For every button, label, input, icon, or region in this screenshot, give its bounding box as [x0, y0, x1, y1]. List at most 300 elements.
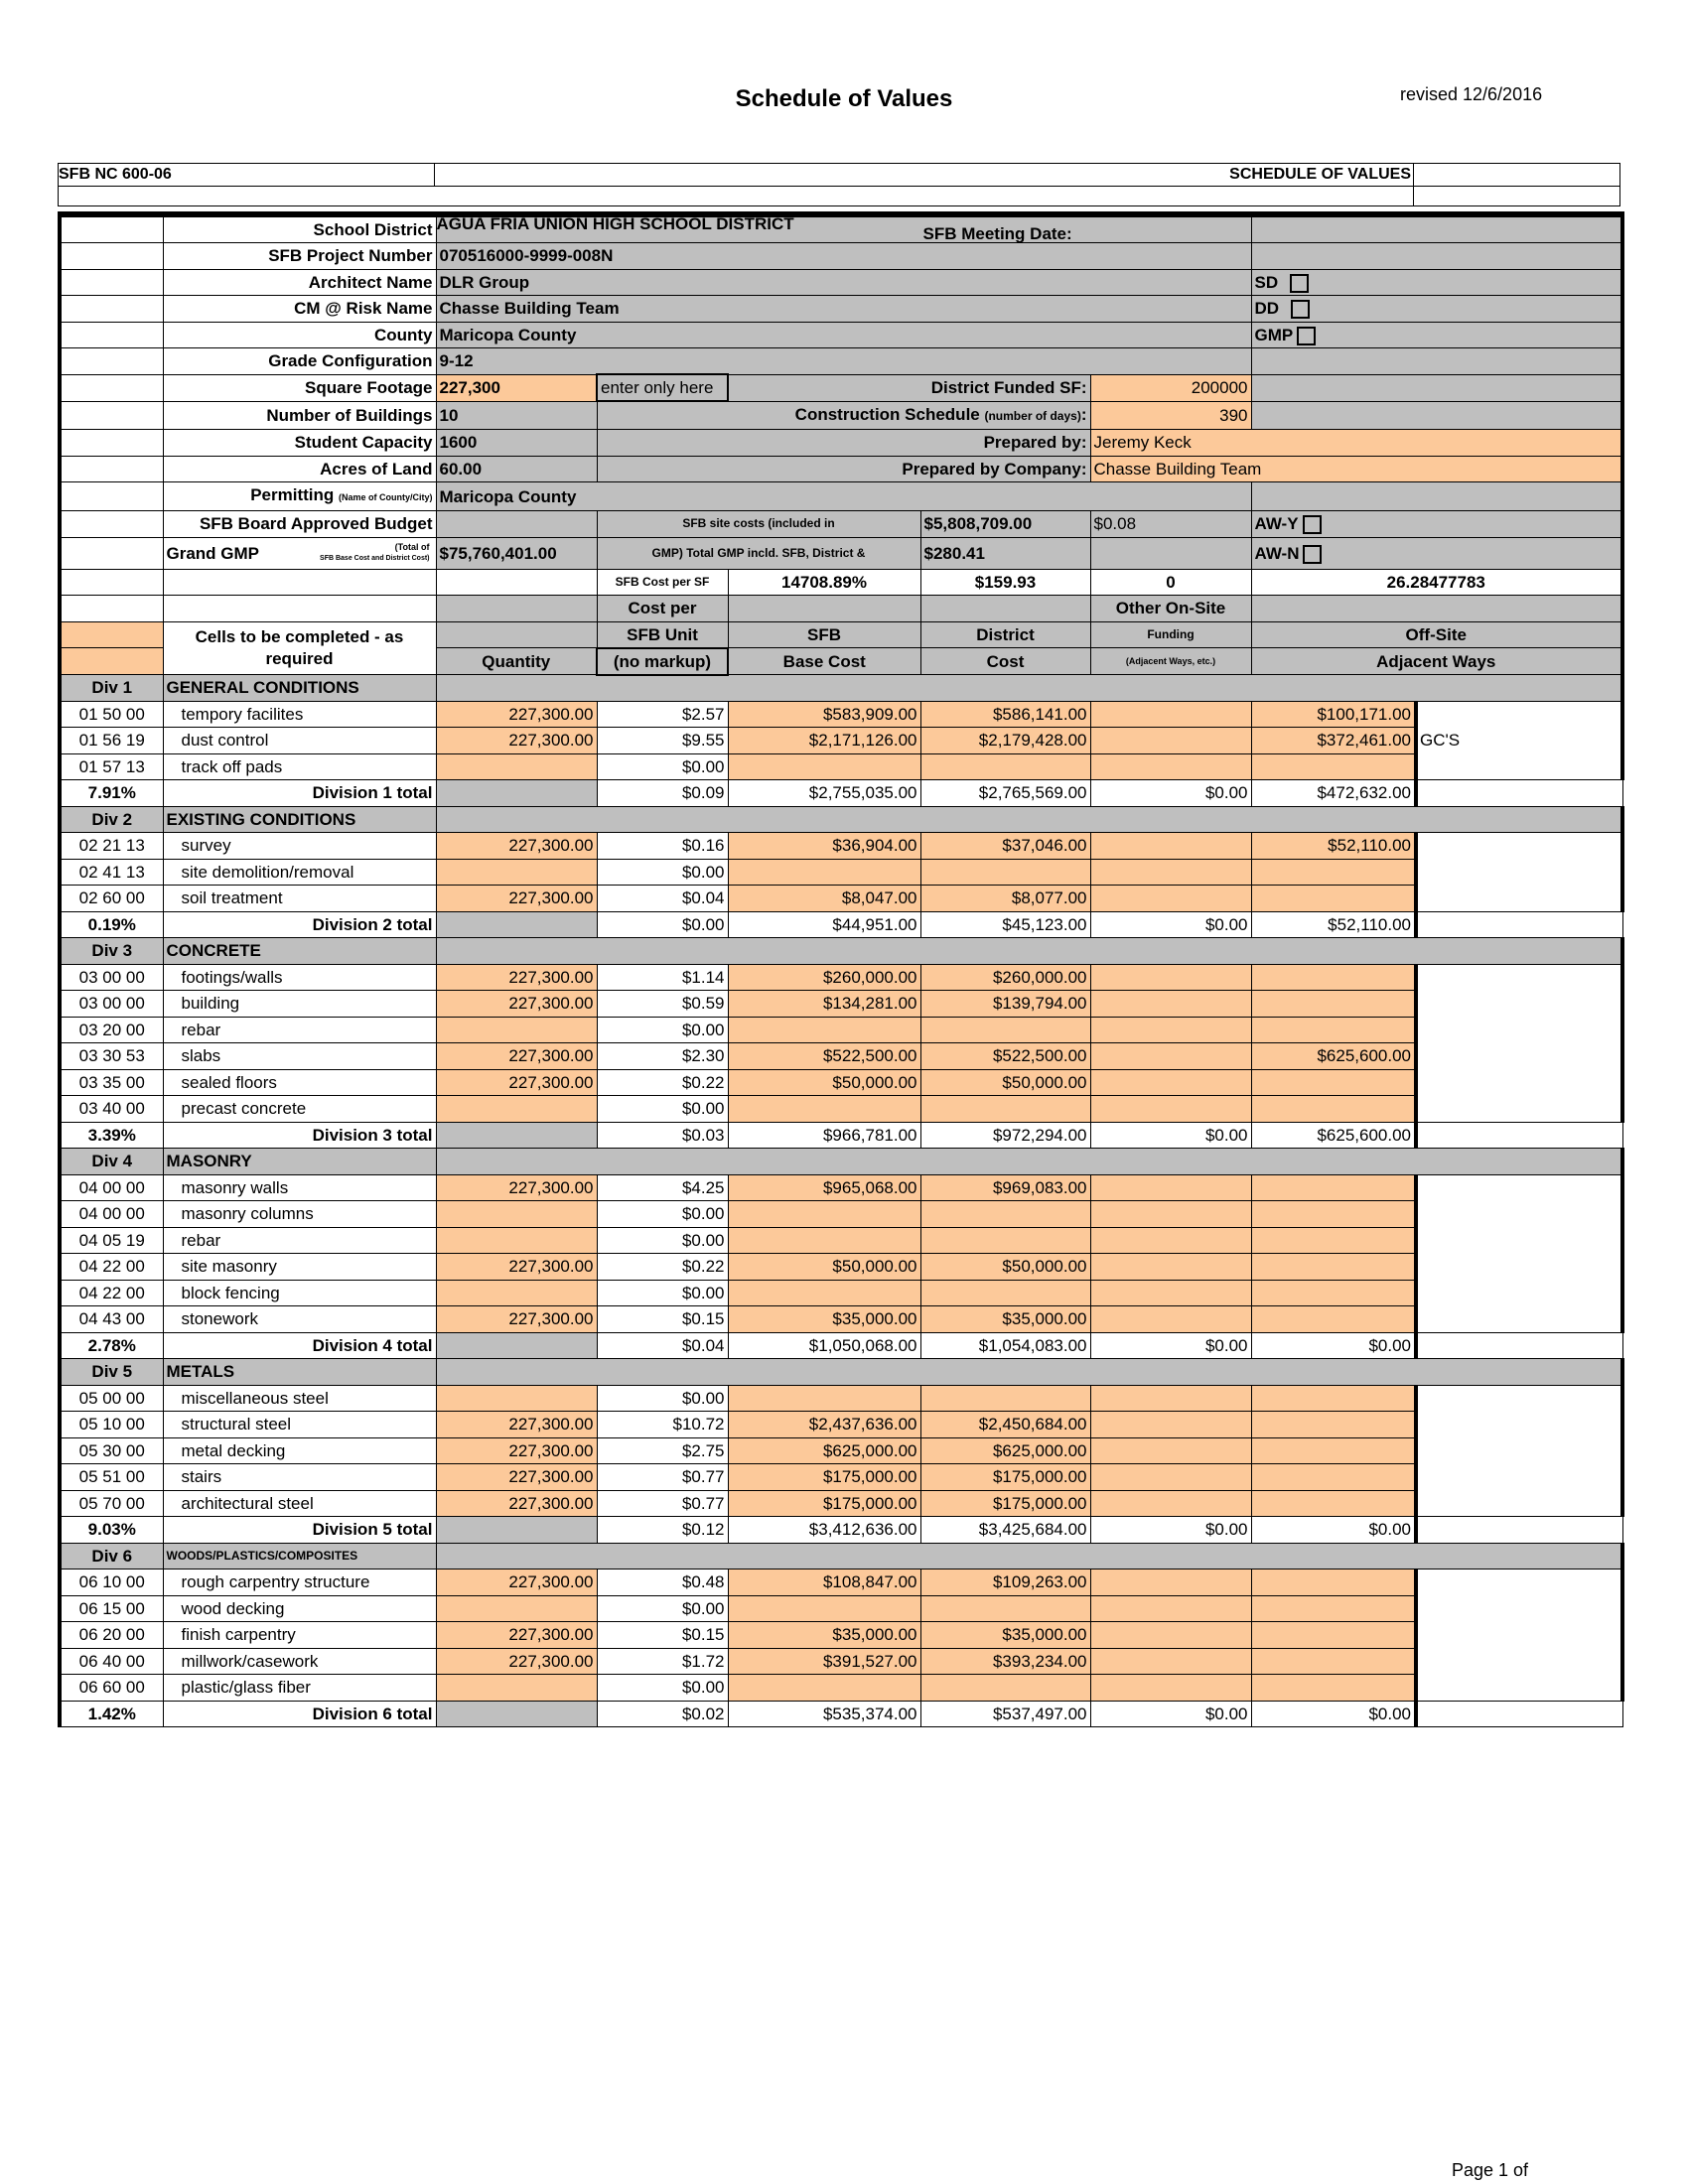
line-description: site demolition/removal — [163, 859, 436, 886]
grand-gmp: $75,760,401.00 — [436, 537, 597, 569]
line-sfb-cost: $625,000.00 — [728, 1437, 920, 1464]
page-title: Schedule of Values — [735, 85, 953, 112]
division-total-row — [60, 1122, 1622, 1149]
line-sfb-cost: $175,000.00 — [728, 1490, 920, 1517]
line-unit-cost: $0.15 — [597, 1622, 728, 1649]
table-row — [60, 753, 1622, 780]
grand-gmp-note1: (Total of — [394, 541, 430, 552]
total-sfb: $3,412,636.00 — [728, 1517, 920, 1544]
line-code: 06 15 00 — [60, 1595, 163, 1622]
line-sfb-cost — [728, 753, 920, 780]
line-district-cost — [920, 1017, 1090, 1043]
school-district-label: School District — [163, 214, 436, 243]
col-offsite-2: Adjacent Ways — [1251, 648, 1622, 675]
line-district-cost: $175,000.00 — [920, 1490, 1090, 1517]
line-note — [1416, 1043, 1622, 1070]
line-district-cost: $625,000.00 — [920, 1437, 1090, 1464]
schedule-text: Construction Schedule — [794, 405, 980, 424]
table-row — [60, 728, 1622, 754]
line-other-funding — [1090, 1174, 1251, 1201]
line-offsite — [1251, 1648, 1416, 1675]
line-quantity — [436, 1675, 597, 1702]
line-other-funding — [1090, 1306, 1251, 1333]
line-unit-cost: $0.59 — [597, 991, 728, 1018]
line-other-funding — [1090, 859, 1251, 886]
line-quantity: 227,300.00 — [436, 728, 597, 754]
line-note: GC'S — [1416, 728, 1622, 754]
line-note — [1416, 1464, 1622, 1491]
line-offsite — [1251, 1385, 1416, 1412]
line-sfb-cost: $35,000.00 — [728, 1306, 920, 1333]
total-other: $0.00 — [1090, 1122, 1251, 1149]
line-unit-cost: $0.00 — [597, 1096, 728, 1123]
col-sfb-1: SFB — [728, 621, 920, 648]
sqft-input[interactable]: 227,300 — [436, 374, 597, 401]
table-row — [60, 1254, 1622, 1281]
line-quantity: 227,300.00 — [436, 1437, 597, 1464]
table-row — [60, 1096, 1622, 1123]
line-unit-cost: $0.04 — [597, 886, 728, 912]
line-other-funding — [1090, 1595, 1251, 1622]
total-district: $1,054,083.00 — [920, 1332, 1090, 1359]
line-sfb-cost: $391,527.00 — [728, 1648, 920, 1675]
division-total-row — [60, 1701, 1622, 1727]
table-row — [60, 1306, 1622, 1333]
line-district-cost: $2,179,428.00 — [920, 728, 1090, 754]
line-sfb-cost: $134,281.00 — [728, 991, 920, 1018]
architect: DLR Group — [436, 269, 1251, 296]
line-code: 06 60 00 — [60, 1675, 163, 1702]
cm-label: CM @ Risk Name — [163, 296, 436, 323]
awy-checkbox[interactable] — [1303, 515, 1322, 534]
line-code: 03 20 00 — [60, 1017, 163, 1043]
line-note — [1416, 991, 1622, 1018]
county: Maricopa County — [436, 322, 1251, 348]
line-note — [1416, 1306, 1622, 1333]
blank — [60, 374, 163, 401]
table-row — [60, 886, 1622, 912]
line-code: 02 21 13 — [60, 833, 163, 860]
total-unit: $0.00 — [597, 911, 728, 938]
gmp-total-label: GMP) Total GMP incld. SFB, District & — [597, 537, 920, 569]
line-quantity: 227,300.00 — [436, 1254, 597, 1281]
permitting-text: Permitting — [250, 485, 335, 504]
line-code: 03 35 00 — [60, 1069, 163, 1096]
total-district: $972,294.00 — [920, 1122, 1090, 1149]
division-pct: 7.91% — [60, 780, 163, 807]
line-district-cost: $175,000.00 — [920, 1464, 1090, 1491]
line-offsite — [1251, 991, 1416, 1018]
blank — [60, 596, 163, 622]
line-description: plastic/glass fiber — [163, 1675, 436, 1702]
division-total-label: Division 2 total — [163, 911, 436, 938]
line-note — [1416, 1570, 1622, 1596]
line-unit-cost: $0.00 — [597, 1595, 728, 1622]
line-quantity: 227,300.00 — [436, 886, 597, 912]
line-other-funding — [1090, 1464, 1251, 1491]
line-quantity — [436, 1385, 597, 1412]
division-number: Div 5 — [60, 1359, 163, 1386]
line-other-funding — [1090, 1622, 1251, 1649]
division-pct: 3.39% — [60, 1122, 163, 1149]
total-other: $0.00 — [1090, 780, 1251, 807]
line-description: tempory facilites — [163, 701, 436, 728]
line-unit-cost: $2.30 — [597, 1043, 728, 1070]
line-sfb-cost: $175,000.00 — [728, 1464, 920, 1491]
total-sfb: $1,050,068.00 — [728, 1332, 920, 1359]
blank — [60, 269, 163, 296]
line-code: 03 00 00 — [60, 991, 163, 1018]
grade: 9-12 — [436, 348, 1251, 375]
col-other-3: (Adjacent Ways, etc.) — [1090, 648, 1251, 675]
grand-gmp-label — [163, 537, 436, 569]
blank — [436, 569, 597, 596]
line-note — [1416, 833, 1622, 860]
line-offsite — [1251, 886, 1416, 912]
line-code: 01 56 19 — [60, 728, 163, 754]
line-note — [1416, 1254, 1622, 1281]
table-row — [60, 964, 1622, 991]
division-total-row — [60, 911, 1622, 938]
line-unit-cost: $10.72 — [597, 1412, 728, 1438]
line-note — [1416, 1490, 1622, 1517]
gmp-checkbox[interactable] — [1297, 327, 1316, 345]
line-offsite — [1251, 1437, 1416, 1464]
line-district-cost: $50,000.00 — [920, 1254, 1090, 1281]
blank — [436, 1122, 597, 1149]
line-description: architectural steel — [163, 1490, 436, 1517]
line-unit-cost: $0.00 — [597, 1201, 728, 1228]
line-other-funding — [1090, 1227, 1251, 1254]
budget-label: SFB Board Approved Budget — [163, 511, 436, 538]
dd-label: DD — [1254, 299, 1280, 319]
dd-option — [1251, 296, 1622, 323]
line-offsite — [1251, 1096, 1416, 1123]
line-offsite — [1251, 1595, 1416, 1622]
line-other-funding — [1090, 1648, 1251, 1675]
line-other-funding — [1090, 1201, 1251, 1228]
line-unit-cost: $4.25 — [597, 1174, 728, 1201]
offsite-ratio: 26.28477783 — [1251, 569, 1622, 596]
total-offsite: $0.00 — [1251, 1332, 1416, 1359]
line-district-cost: $522,500.00 — [920, 1043, 1090, 1070]
line-description: finish carpentry — [163, 1622, 436, 1649]
line-description: rebar — [163, 1017, 436, 1043]
division-name: METALS — [163, 1359, 436, 1386]
line-sfb-cost: $2,171,126.00 — [728, 728, 920, 754]
table-row — [60, 1043, 1622, 1070]
schedule-label: SCHEDULE OF VALUES — [434, 163, 1414, 187]
line-unit-cost: $0.15 — [597, 1306, 728, 1333]
line-code: 01 50 00 — [60, 701, 163, 728]
line-offsite — [1251, 1069, 1416, 1096]
line-unit-cost: $0.22 — [597, 1069, 728, 1096]
col-district-2: Cost — [920, 648, 1090, 675]
line-district-cost: $8,077.00 — [920, 886, 1090, 912]
division-number: Div 2 — [60, 806, 163, 833]
line-description: miscellaneous steel — [163, 1385, 436, 1412]
division-name: EXISTING CONDITIONS — [163, 806, 436, 833]
division-total-label: Division 3 total — [163, 1122, 436, 1149]
line-quantity — [436, 1201, 597, 1228]
table-row — [60, 1675, 1622, 1702]
table-row — [60, 1280, 1622, 1306]
line-sfb-cost — [728, 1595, 920, 1622]
col-sfb-2: Base Cost — [728, 648, 920, 675]
site-costs-ratio: $0.08 — [1090, 511, 1251, 538]
division-total-label: Division 4 total — [163, 1332, 436, 1359]
line-offsite — [1251, 753, 1416, 780]
table-row — [60, 1227, 1622, 1254]
sqft-label: Square Footage — [163, 374, 436, 401]
division-number: Div 4 — [60, 1149, 163, 1175]
line-note — [1416, 1174, 1622, 1201]
division-total-row — [60, 1517, 1622, 1544]
line-quantity — [436, 1227, 597, 1254]
line-note — [1416, 1622, 1622, 1649]
line-other-funding — [1090, 1675, 1251, 1702]
table-row — [60, 1648, 1622, 1675]
line-quantity — [436, 1017, 597, 1043]
site-costs-label: SFB site costs (included in — [597, 511, 920, 538]
line-code: 03 30 53 — [60, 1043, 163, 1070]
awn-checkbox[interactable] — [1303, 545, 1322, 564]
line-other-funding — [1090, 833, 1251, 860]
line-note — [1416, 1595, 1622, 1622]
line-note — [1416, 1675, 1622, 1702]
county-label: County — [163, 322, 436, 348]
acres: 60.00 — [436, 456, 597, 482]
line-note — [1416, 1412, 1622, 1438]
division-pct: 0.19% — [60, 911, 163, 938]
project-number-label: SFB Project Number — [163, 243, 436, 270]
total-other: $0.00 — [1090, 1701, 1251, 1727]
project-number: 070516000-9999-008N — [436, 243, 1251, 270]
line-other-funding — [1090, 886, 1251, 912]
dd-checkbox[interactable] — [1291, 300, 1310, 319]
division-total-label: Division 5 total — [163, 1517, 436, 1544]
table-row — [60, 1490, 1622, 1517]
division-name: CONCRETE — [163, 938, 436, 965]
table-row — [60, 1385, 1622, 1412]
pct-value: 14708.89% — [728, 569, 920, 596]
line-sfb-cost — [728, 1280, 920, 1306]
line-offsite — [1251, 1280, 1416, 1306]
line-sfb-cost: $965,068.00 — [728, 1174, 920, 1201]
table-row — [60, 1069, 1622, 1096]
line-district-cost: $35,000.00 — [920, 1306, 1090, 1333]
blank — [60, 243, 163, 270]
blank — [163, 569, 436, 596]
blank — [60, 456, 163, 482]
line-offsite — [1251, 859, 1416, 886]
blank — [60, 621, 163, 648]
revised-date: revised 12/6/2016 — [1400, 84, 1543, 104]
line-other-funding — [1090, 701, 1251, 728]
line-unit-cost: $0.00 — [597, 859, 728, 886]
line-description: stairs — [163, 1464, 436, 1491]
total-district: $3,425,684.00 — [920, 1517, 1090, 1544]
line-quantity: 227,300.00 — [436, 701, 597, 728]
line-quantity — [436, 1096, 597, 1123]
line-description: track off pads — [163, 753, 436, 780]
line-district-cost: $35,000.00 — [920, 1622, 1090, 1649]
line-code: 05 10 00 — [60, 1412, 163, 1438]
line-district-cost: $393,234.00 — [920, 1648, 1090, 1675]
blank — [436, 911, 597, 938]
total-district: $537,497.00 — [920, 1701, 1090, 1727]
grand-gmp-text: Grand GMP — [166, 543, 260, 563]
cells-note: Cells to be completed - as required — [163, 621, 436, 675]
line-offsite: $372,461.00 — [1251, 728, 1416, 754]
line-other-funding — [1090, 991, 1251, 1018]
school-district: AGUA FRIA UNION HIGH SCHOOL DISTRICT — [436, 214, 794, 233]
table-row — [60, 991, 1622, 1018]
line-note — [1416, 1648, 1622, 1675]
line-unit-cost: $0.00 — [597, 1280, 728, 1306]
blank — [436, 621, 597, 648]
line-quantity: 227,300.00 — [436, 1464, 597, 1491]
line-offsite — [1251, 964, 1416, 991]
total-unit: $0.03 — [597, 1122, 728, 1149]
total-sfb: $44,951.00 — [728, 911, 920, 938]
line-sfb-cost: $522,500.00 — [728, 1043, 920, 1070]
permitting: Maricopa County — [436, 482, 1251, 511]
form-header-strip — [58, 163, 1620, 206]
table-row — [60, 1201, 1622, 1228]
line-description: soil treatment — [163, 886, 436, 912]
grade-label: Grade Configuration — [163, 348, 436, 375]
site-costs: $5,808,709.00 — [920, 511, 1090, 538]
blank — [60, 401, 163, 430]
division-total-row — [60, 1332, 1622, 1359]
cm: Chasse Building Team — [436, 296, 1251, 323]
line-other-funding — [1090, 1280, 1251, 1306]
blank — [60, 569, 163, 596]
total-sfb: $535,374.00 — [728, 1701, 920, 1727]
division-number: Div 3 — [60, 938, 163, 965]
schedule-table — [58, 211, 1624, 1727]
line-district-cost: $586,141.00 — [920, 701, 1090, 728]
line-sfb-cost: $35,000.00 — [728, 1622, 920, 1649]
prepared-by-label: Prepared by: — [597, 430, 1090, 457]
line-description: site masonry — [163, 1254, 436, 1281]
line-unit-cost: $0.00 — [597, 1385, 728, 1412]
total-unit: $0.02 — [597, 1701, 728, 1727]
schedule-note: (number of days) — [984, 409, 1081, 423]
line-code: 04 22 00 — [60, 1254, 163, 1281]
line-unit-cost: $0.00 — [597, 1227, 728, 1254]
awy-label: AW-Y — [1254, 514, 1299, 534]
total-district: $2,765,569.00 — [920, 780, 1090, 807]
line-quantity: 227,300.00 — [436, 1622, 597, 1649]
line-unit-cost: $0.77 — [597, 1464, 728, 1491]
line-note — [1416, 701, 1622, 728]
line-offsite — [1251, 1174, 1416, 1201]
line-note — [1416, 1437, 1622, 1464]
line-offsite: $625,600.00 — [1251, 1043, 1416, 1070]
line-sfb-cost — [728, 1385, 920, 1412]
sd-option — [1251, 269, 1622, 296]
table-row — [60, 859, 1622, 886]
line-other-funding — [1090, 1096, 1251, 1123]
other-zero: 0 — [1090, 569, 1251, 596]
district-sf: 200000 — [1090, 374, 1251, 401]
line-quantity: 227,300.00 — [436, 1043, 597, 1070]
line-sfb-cost — [728, 859, 920, 886]
schedule-days: 390 — [1090, 401, 1251, 430]
prepared-company-label: Prepared by Company: — [597, 456, 1090, 482]
line-code: 02 41 13 — [60, 859, 163, 886]
line-offsite — [1251, 1254, 1416, 1281]
meeting-date — [1251, 214, 1622, 243]
line-code: 04 22 00 — [60, 1280, 163, 1306]
total-sfb: $2,755,035.00 — [728, 780, 920, 807]
total-offsite: $0.00 — [1251, 1517, 1416, 1544]
line-code: 02 60 00 — [60, 886, 163, 912]
blank — [60, 537, 163, 569]
line-quantity: 227,300.00 — [436, 833, 597, 860]
enter-only-here: enter only here — [597, 374, 728, 401]
division-name: GENERAL CONDITIONS — [163, 675, 436, 702]
line-district-cost: $139,794.00 — [920, 991, 1090, 1018]
awn-option — [1251, 537, 1622, 569]
line-other-funding — [1090, 1570, 1251, 1596]
line-quantity — [436, 1280, 597, 1306]
line-other-funding — [1090, 1385, 1251, 1412]
line-sfb-cost: $8,047.00 — [728, 886, 920, 912]
line-quantity: 227,300.00 — [436, 1412, 597, 1438]
line-unit-cost: $0.00 — [597, 1675, 728, 1702]
form-id: SFB NC 600-06 — [58, 163, 435, 187]
permitting-label — [163, 482, 436, 511]
col-cost-per-1: Cost per — [597, 596, 728, 622]
line-code: 05 51 00 — [60, 1464, 163, 1491]
line-offsite: $52,110.00 — [1251, 833, 1416, 860]
line-description: rough carpentry structure — [163, 1570, 436, 1596]
page-footer: Page 1 of — [1452, 2160, 1529, 2180]
blank — [163, 596, 436, 622]
table-row — [60, 833, 1622, 860]
line-unit-cost: $1.14 — [597, 964, 728, 991]
line-offsite — [1251, 1464, 1416, 1491]
line-sfb-cost: $108,847.00 — [728, 1570, 920, 1596]
division-number: Div 1 — [60, 675, 163, 702]
division-pct: 2.78% — [60, 1332, 163, 1359]
line-description: millwork/casework — [163, 1648, 436, 1675]
col-district-1: District — [920, 621, 1090, 648]
line-sfb-cost: $2,437,636.00 — [728, 1412, 920, 1438]
prepared-company: Chasse Building Team — [1090, 456, 1622, 482]
total-offsite: $472,632.00 — [1251, 780, 1416, 807]
line-description: masonry columns — [163, 1201, 436, 1228]
blank — [728, 596, 920, 622]
sd-checkbox[interactable] — [1290, 274, 1309, 293]
line-description: survey — [163, 833, 436, 860]
blank — [60, 648, 163, 675]
line-offsite — [1251, 1622, 1416, 1649]
line-unit-cost: $2.75 — [597, 1437, 728, 1464]
blank — [60, 511, 163, 538]
line-quantity: 227,300.00 — [436, 991, 597, 1018]
line-district-cost: $260,000.00 — [920, 964, 1090, 991]
line-note — [1416, 1069, 1622, 1096]
table-row — [60, 1412, 1622, 1438]
line-note — [1416, 1280, 1622, 1306]
line-district-cost — [920, 1201, 1090, 1228]
table-row — [60, 1570, 1622, 1596]
line-offsite — [1251, 1570, 1416, 1596]
